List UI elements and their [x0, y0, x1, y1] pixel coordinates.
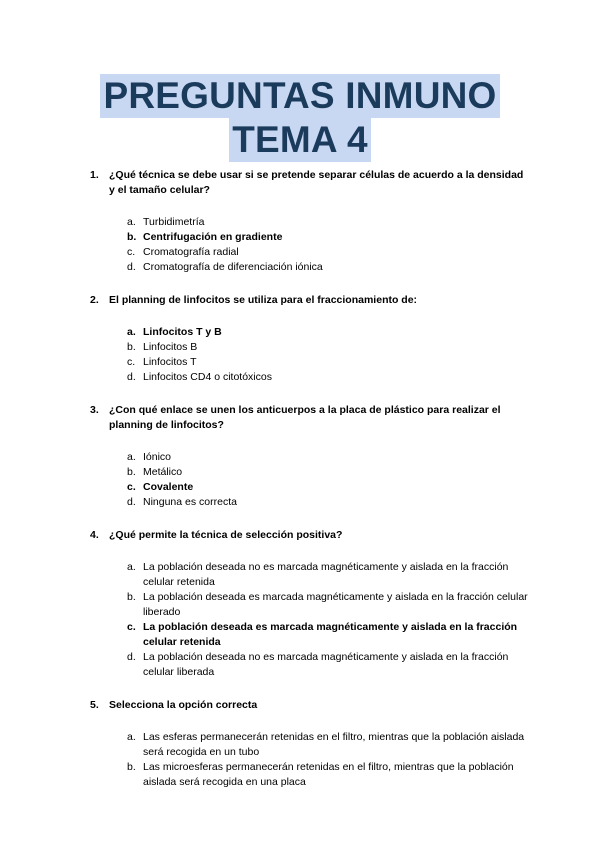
question-4-text: ¿Qué permite la técnica de selección positiva? [109, 529, 343, 541]
question-3-option-d [90, 495, 530, 510]
option-text: Linfocitos B [143, 341, 198, 353]
option-letter: a. [127, 731, 136, 743]
question-5-number: 5. [90, 699, 99, 711]
option-text: Cromatografía radial [143, 246, 239, 258]
question-list [90, 168, 530, 790]
option-letter: c. [127, 356, 136, 368]
question-1-option-c [90, 245, 530, 260]
question-5 [90, 698, 530, 790]
question-5-option-b [90, 760, 530, 790]
option-letter: b. [127, 231, 137, 243]
question-3-option-a [90, 450, 530, 465]
option-text: Linfocitos T [143, 356, 197, 368]
option-letter: a. [127, 326, 136, 338]
option-letter: b. [127, 591, 136, 603]
option-text: Cromatografía de diferenciación iónica [143, 261, 323, 273]
option-letter: a. [127, 451, 136, 463]
question-3 [90, 403, 530, 510]
option-text: Turbidimetría [143, 216, 205, 228]
question-2-prompt [90, 293, 530, 308]
option-letter: b. [127, 341, 136, 353]
question-2-options [90, 325, 530, 385]
question-1-option-b [90, 230, 530, 245]
question-5-prompt [90, 698, 530, 713]
option-letter: d. [127, 651, 136, 663]
option-text: Las esferas permanecerán retenidas en el filtro, mientras que la población aislada será recogida en un tubo [143, 731, 525, 758]
question-2-option-d [90, 370, 530, 385]
option-letter: d. [127, 371, 136, 383]
question-4-prompt [90, 528, 530, 543]
option-letter: b. [127, 761, 136, 773]
option-text: Linfocitos CD4 o citotóxicos [143, 371, 272, 383]
question-3-option-c [90, 480, 530, 495]
question-2 [90, 293, 530, 385]
question-3-option-b [90, 465, 530, 480]
option-text: Centrifugación en gradiente [143, 231, 283, 243]
question-2-option-c [90, 355, 530, 370]
option-text: Linfocitos T y B [143, 326, 222, 338]
option-letter: c. [127, 246, 136, 258]
option-letter: c. [127, 621, 136, 633]
question-2-option-b [90, 340, 530, 355]
option-text: La población deseada no es marcada magnéticamente y aislada en la fracción celular liberada [143, 651, 509, 678]
question-4-options [90, 560, 530, 680]
question-4 [90, 528, 530, 680]
question-2-text: El planning de linfocitos se utiliza para el fraccionamiento de: [109, 294, 418, 306]
option-letter: d. [127, 261, 136, 273]
question-3-prompt [90, 403, 530, 433]
option-letter: b. [127, 466, 136, 478]
option-letter: a. [127, 561, 136, 573]
option-letter: a. [127, 216, 136, 228]
question-1-text: ¿Qué técnica se debe usar si se pretende separar células de acuerdo a la densidad y el tamaño celular? [109, 169, 524, 196]
option-letter: d. [127, 496, 136, 508]
question-1-option-a [90, 215, 530, 230]
question-1-number: 1. [90, 169, 99, 181]
question-3-text: ¿Con qué enlace se unen los anticuerpos a la placa de plástico para realizar el planning de linfocitos? [109, 404, 501, 431]
question-4-option-b [90, 590, 530, 620]
question-1-prompt [90, 168, 530, 198]
question-5-options [90, 730, 530, 790]
question-1-options [90, 215, 530, 275]
question-1 [90, 168, 530, 275]
option-text: La población deseada es marcada magnéticamente y aislada en la fracción celular liberado [143, 591, 528, 618]
question-5-option-a [90, 730, 530, 760]
option-text: Iónico [143, 451, 172, 463]
question-5-text: Selecciona la opción correcta [109, 699, 258, 711]
option-text: La población deseada es marcada magnéticamente y aislada en la fracción celular retenida [143, 621, 518, 648]
option-text: Ninguna es correcta [143, 496, 237, 508]
question-4-option-c [90, 620, 530, 650]
title-line-2: TEMA 4 [229, 118, 371, 162]
question-2-number: 2. [90, 294, 99, 306]
option-text: Metálico [143, 466, 183, 478]
question-3-options [90, 450, 530, 510]
option-letter: c. [127, 481, 136, 493]
option-text: Las microesferas permanecerán retenidas en el filtro, mientras que la población aislada será recogida en una placa [143, 761, 514, 788]
question-4-option-d [90, 650, 530, 680]
option-text: Covalente [143, 481, 194, 493]
title-line-1: PREGUNTAS INMUNO [100, 74, 499, 118]
question-4-option-a [90, 560, 530, 590]
document-title [0, 74, 600, 162]
question-3-number: 3. [90, 404, 99, 416]
option-text: La población deseada no es marcada magnéticamente y aislada en la fracción celular retenida [143, 561, 509, 588]
question-4-number: 4. [90, 529, 99, 541]
question-1-option-d [90, 260, 530, 275]
question-2-option-a [90, 325, 530, 340]
